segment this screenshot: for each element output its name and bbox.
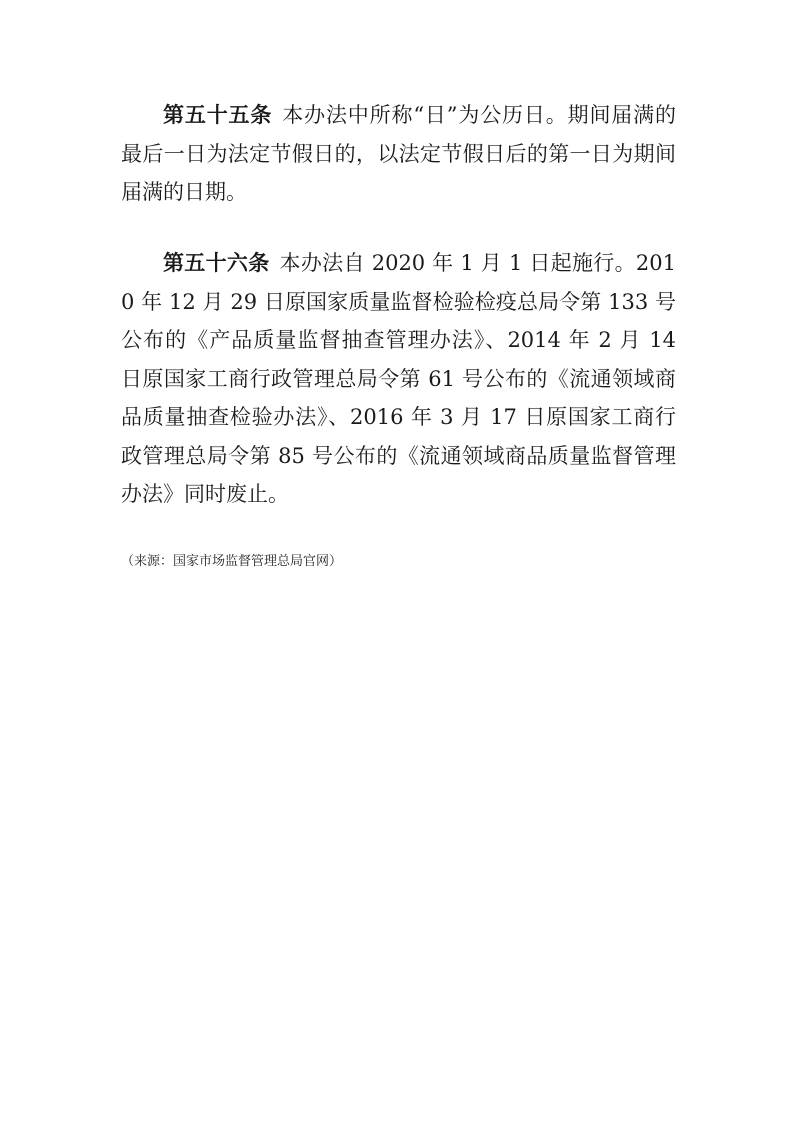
article-body: 本办法中所称“日”为公历日。期间届满的最后一日为法定节假日的，以法定节假日后的第一日为期间届满的日期。 — [121, 103, 676, 204]
source-note: （来源：国家市场监督管理总局官网） — [121, 554, 343, 569]
article-body: 本办法自 2020 年 1 月 1 日起施行。2010 年 12 月 29 日原国家质量监督检验检疫总局令第 133 号公布的《产品质量监督抽查管理办法》、2014 年 2 月 14 日原国家工商行政管理总局令第 61 号公布的《流通领域商品质量抽查检验办法》、2016 年 3 月 17 日原国家工商行政管理总局令第 85 号公布的《流通领域商品质量监督管理办法》同时废止。 — [121, 251, 676, 506]
article-56 — [121, 244, 676, 514]
article-heading: 第五十五条 — [163, 103, 273, 127]
article-heading: 第五十六条 — [163, 251, 270, 275]
article-55 — [121, 96, 676, 212]
